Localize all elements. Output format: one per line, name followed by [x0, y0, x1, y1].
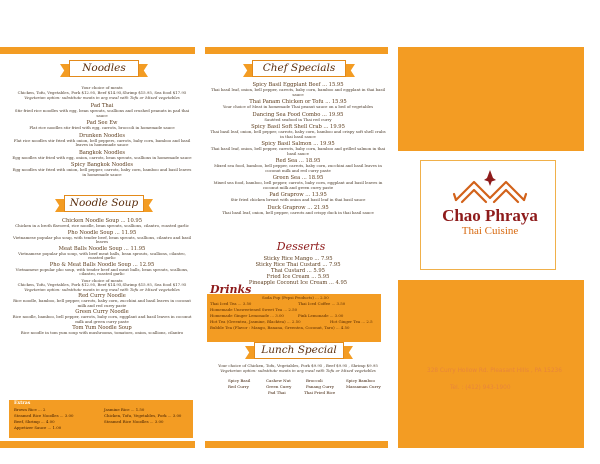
extras-item: Steamed Rice Noodles ... 3.00 — [14, 413, 74, 418]
menu-item: Thai Panam Chicken or Tofu ... 15.95 Your choice of Meat in homemade Thai peanut sauce on a bed of vegetables — [222, 99, 374, 109]
address: 328 Curry Hollow Rd. Pleasant Hills , PA 15236 — [427, 368, 562, 374]
menu-item: Green Sea ... 18.95 Mixed sea food, bamboo, bell pepper, carrots, baby corn, eggplant and basil leaves in coconut milk and green curry paste — [213, 175, 383, 190]
menu-item: Pad Thai Stir fried rice noodles with egg, bean sprouts, scallions and crushed peanuts in pad thai sauce — [14, 103, 190, 118]
extras-item: Appetizer Sauce ... 1.00 — [14, 425, 62, 430]
top-bar-left — [0, 47, 195, 54]
menu-item: Pad See Ew Flat rice noodles stir fried with egg, carrots, broccoli in homemade sauce — [29, 120, 175, 130]
dessert-item: Pineapple Coconut Ice Cream ... 4.95 — [248, 280, 348, 286]
menu-item: Dancing Sea Food Combo ... 19.95 Sautéed seafood in Thai red curry — [252, 111, 344, 122]
soup-choice: Your choice of meats — [81, 277, 123, 283]
noodle-soup-list — [12, 218, 192, 336]
noodles-veg-note: Vegetarian option: substitute meats in any meal with Tofu or Mixed vegetables — [24, 95, 180, 100]
chef-specials-title: Chef Specials — [262, 62, 336, 74]
noodles-choice-prices: Chicken, Tofu, Vegetables, Pork $12.95, Beef $14.95,Shrimp $15.95, Sea food $17.95 — [17, 90, 187, 95]
drink-item: Soda Pop (Pepsi Products) ... 2.50 — [262, 295, 329, 300]
extras-item: Beef, Shrimp ... 4.00 — [14, 419, 55, 424]
drink-item: Pink Lemonade ... 3.00 — [298, 313, 344, 318]
menu-item: Tom Yum Noodle Soup Rice noodle in tom yum soup with mushrooms, tomatoes, onion, scallions, cilantro — [20, 325, 184, 335]
bottom-bar-middle — [205, 441, 388, 448]
lunch-item: Pad Thai — [268, 390, 286, 395]
chef-specials-list — [210, 82, 386, 215]
menu-item: Drunken Noodles Flat rice noodles stir fried with onion, bell peppers, carrots, baby corn, bamboo and basil leaves in homemade sauce — [13, 132, 191, 147]
noodles-title: Noodles — [82, 62, 126, 74]
extras-item: Brown Rice ... 2 — [14, 407, 46, 412]
lunch-item: Spicy Bamboo — [346, 378, 375, 383]
desserts-list — [210, 256, 386, 286]
lunch-veg-note: Vegetarian option: substitute meats in any meal with Tofu or Mixed vegetables — [220, 368, 376, 373]
lunch-special-header — [245, 342, 353, 359]
noodle-soup-title: Noodle Soup — [69, 197, 139, 209]
lunch-item: Broccoli — [306, 378, 323, 383]
soup-choice-prices: Chicken, Tofu, Vegetables, Pork $12.95, Beef $14.95,Shrimp $15.95, Sea food $17.95 — [17, 282, 187, 287]
noodles-choice: Your choice of meats — [81, 85, 123, 90]
extras-item: Chicken, Tofu, Vegetables, Pork ... 3.00 — [104, 413, 182, 418]
lunch-item: Red Curry — [228, 384, 249, 389]
extras-item: Jasmine Rice ... 1.50 — [104, 407, 145, 412]
lunch-item: Massaman Curry — [346, 384, 381, 389]
dessert-item: Sticky Rice Mango ... 7.95 — [263, 256, 333, 262]
drink-item: Homemade Unsweetened Sweet Tea ... 2.50 — [210, 307, 298, 312]
top-bar-right — [398, 47, 584, 151]
desserts-title: Desserts — [276, 240, 326, 253]
dessert-item: Sticky Rice Thai Custard ... 7.95 — [255, 262, 341, 268]
menu-item: Pho Noodle Soup ... 11.95 Vietnamese popular pho soup, with tender beef, bean sprouts, scallions, cilantro and basil leaves — [12, 229, 192, 244]
menu-item: Red Sea ... 18.95 Mixed sea food, bamboo, bell pepper, carrots, baby corn, zucchini and basil leaves in coconut milk and red curry paste — [214, 158, 382, 173]
menu-item: Red Curry Noodle Rice noodle, bamboo, bell pepper, carrots, baby corn, zucchini and basil leaves in coconut milk and red curry paste — [13, 293, 191, 308]
menu-item: Spicy Basil Salmon ... 19.95 Thai basil leaf, onion, bell pepper, carrots, baby corn, bamboo and grilled salmon in thai basil sauce — [210, 141, 386, 156]
menu-item: Pho & Meat Balls Noodle Soup ... 12.95 Vietnamese popular pho soup, with tender beef and meat balls, bean sprouts, scallions, cilantro, roasted garlic — [15, 261, 189, 276]
menu-item: Green Curry Noodle Rice noodle, bamboo, bell pepper, carrots, baby corn, eggplant and basil leaves in coconut milk and green curry paste — [12, 309, 192, 324]
noodles-list — [12, 103, 192, 177]
temple-roof-icon — [452, 168, 528, 204]
lunch-choice: Your choice of Chicken, Tofu, Vegetables, Pork $9.95 , Beef $9.95 , Shrimp $9.95 — [218, 363, 378, 368]
dessert-item: Fried Ice Cream ... 5.95 — [266, 274, 330, 280]
drink-item: Hot Ginger Tea ... 2.5 — [330, 319, 373, 324]
menu-item: Duck Graprow ... 21.95 Thai basil leaf, onion, bell pepper, carrots and crispy duck in thai basil sauce — [222, 204, 374, 215]
noodle-soup-header — [55, 195, 153, 212]
drink-item: Thai Iced Tea ... 3.50 — [210, 301, 252, 306]
drink-item: Bubble Tea (Flavor : Mango, Banana, Greentea, Coconut, Taro) ... 4.50 — [210, 325, 350, 330]
brand-subtitle: Thai Cuisine — [461, 225, 519, 237]
extras-title: Extras — [14, 401, 31, 406]
menu-item: Bangkok Noodles Egg noodles stir fried with egg, onion, carrots, bean sprouts, scallions in homemade sauce — [12, 149, 192, 160]
menu-item: Chicken Noodle Soup ... 10.95 Chicken in a broth flavored, rice noodle, bean sprouts, scallions, cilantro, roasted garlic — [15, 218, 189, 228]
noodles-header — [60, 60, 148, 77]
bottom-bar-left — [0, 441, 195, 448]
lunch-item: Spicy Basil — [228, 378, 251, 383]
top-bar-middle — [205, 47, 388, 54]
soup-veg-note: Vegetarian option: substitute meats in any meal with Tofu or Mixed vegetables — [24, 286, 180, 292]
drink-item: Thai Iced Coffee ... 3.50 — [298, 301, 346, 306]
phone: Tel. : (412) 943-1900 — [450, 385, 511, 391]
drink-item: Hot Tea (Greentea, Jasmine, Blacktea) ... 2.50 — [210, 319, 301, 324]
dessert-item: Thai Custard ... 5.95 — [271, 268, 325, 274]
lunch-item: Panang Curry — [306, 384, 334, 389]
menu-item: Spicy Basil Eggplant Beef ... 15.95 Thai basil leaf, onion, bell pepper, carrots, baby corn, bamboo and eggplant in thai basil sauce — [211, 82, 385, 97]
lunch-item: Thai Fried Rice — [304, 390, 336, 395]
menu-item: Spicy Basil Soft Shell Crab ... 19.95 Thai basil leaf, onion, bell pepper, carrots, baby corn, bamboo and crispy soft shell crabs in thai basil sauce — [210, 124, 386, 139]
extras-item: Steamed Rice Noodles ... 3.00 — [104, 419, 164, 424]
menu-item: Pad Graprow ... 13.95 Stir fried chicken breast with onion and basil leaf in thai basil sauce — [230, 192, 366, 202]
menu-item: Meat Balls Noodle Soup ... 11.95 Vietnamese popular pho soup, with beef meat balls, bean sprouts, scallions, cilantro, roasted garlic — [18, 245, 186, 260]
menu-item: Spicy Bangkok Noodles Egg noodles stir fried with onion, bell pepper, carrots, baby corn, bamboo and basil leaves in homemade sauce — [12, 162, 192, 177]
drinks-title: Drinks — [210, 283, 252, 296]
drink-item: Homemade Ginger Lemonade ... 3.00 — [210, 313, 284, 318]
chef-specials-header — [243, 60, 355, 77]
brand-name: Chao Phraya — [442, 206, 538, 225]
lunch-item: Cashew Nut — [266, 378, 291, 383]
lunch-special-title: Lunch Special — [261, 344, 337, 356]
lunch-item: Green Curry — [266, 384, 292, 389]
bottom-bar-right — [398, 280, 584, 448]
